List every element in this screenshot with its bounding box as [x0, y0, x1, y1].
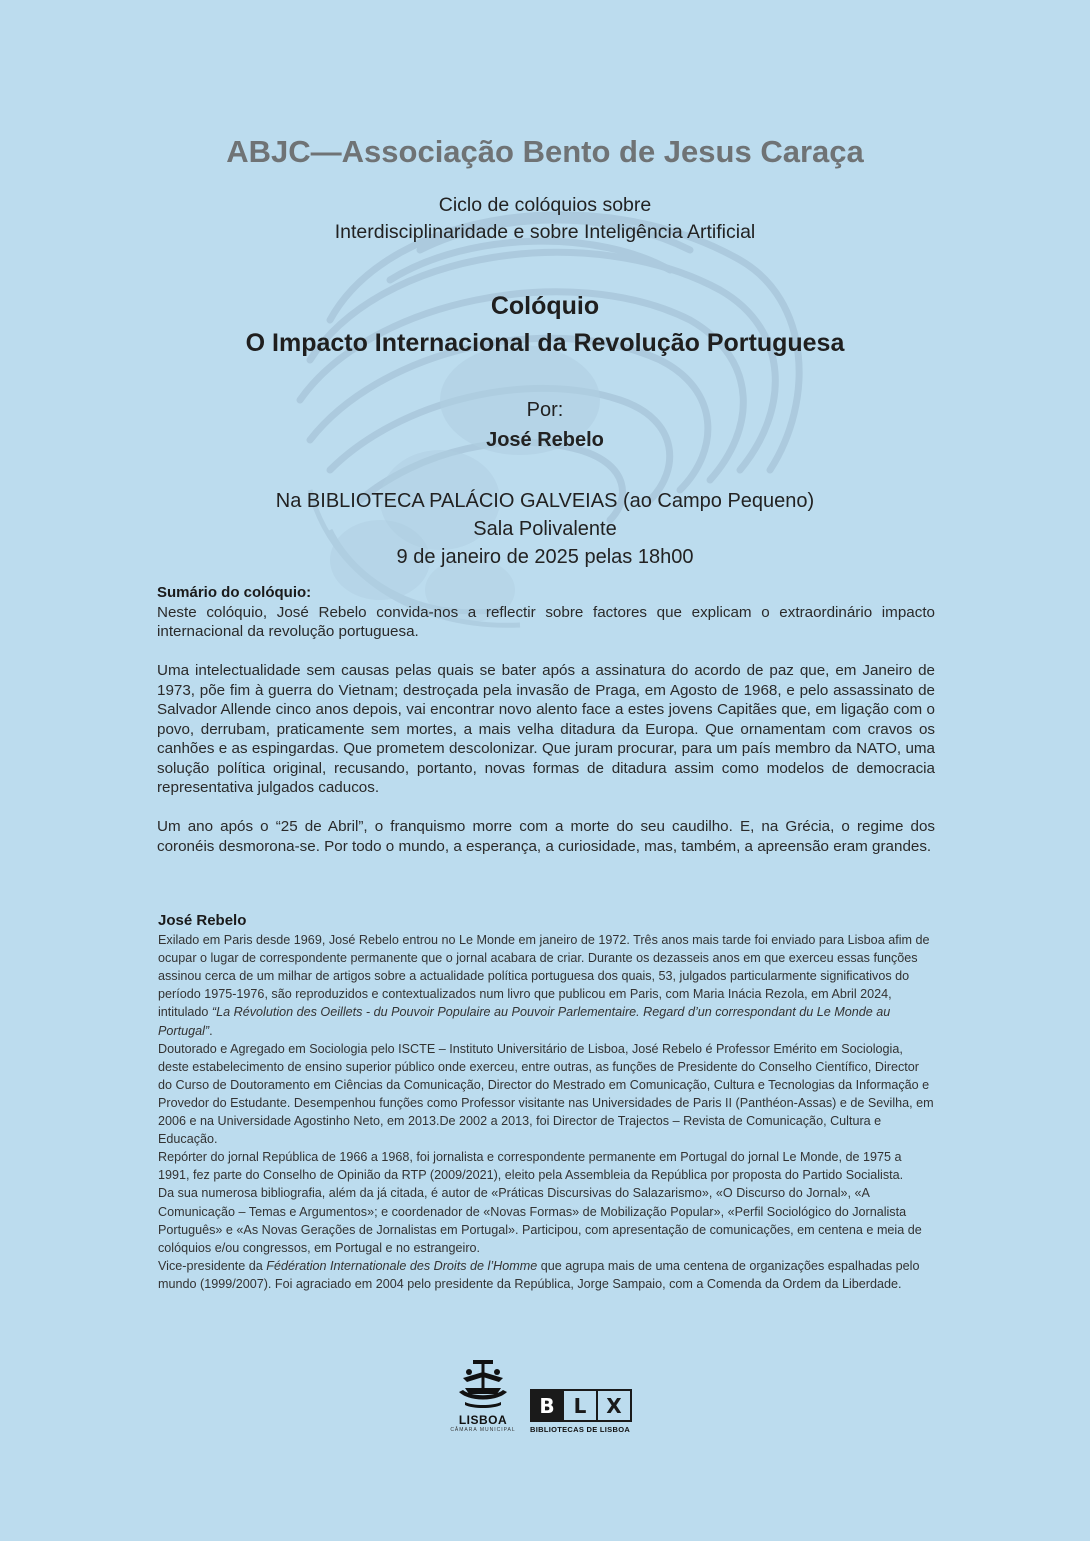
- speaker-block: [0, 395, 1090, 455]
- blx-letters: [530, 1389, 634, 1422]
- venue-block: [0, 487, 1090, 571]
- organization-name: Fédération Internationale des Droits de l’Homme: [266, 1258, 538, 1273]
- bio-paragraph-1: Exilado em Paris desde 1969, José Rebelo entrou no Le Monde em janeiro de 1972. Três anos mais tarde foi enviado para Lisboa afim de ocupar o lugar de correspondente permanente que o jornal acabara de criar. Durante os dezasseis anos em que exerceu essas funções assinou cerca de um milhar de artigos sobre a actualidade política portuguesa dos quais, 53, julgados particularmente significativos do período 1975-1976, são reproduzidos e contextualizados num livro que publicou em Paris, com Maria Inácia Rezola, em Abril 2024, intitulado “La Révolution des Oeillets - du Pouvoir Populaire au Pouvoir Parlementaire. Regard d’un correspondant du Le Monde au Portugal”.: [158, 933, 930, 1038]
- venue-room: Sala Polivalente: [473, 518, 617, 540]
- summary-paragraph-3: Um ano após o “25 de Abril”, o franquismo morre com a morte do seu caudilho. E, na Grécia, o regime dos coronéis desmorona-se. Por todo o mundo, a esperança, a curiosidade, mas, também, a apreensão eram grandes.: [157, 818, 935, 855]
- ship-crest-icon: [455, 1358, 511, 1410]
- summary-section: [157, 583, 935, 876]
- summary-heading: Sumário do colóquio:: [157, 584, 312, 601]
- lisboa-name: LISBOA: [458, 1413, 508, 1427]
- cycle-line-1: Ciclo de colóquios sobre: [438, 194, 652, 216]
- book-title: “La Révolution des Oeillets - du Pouvoir Populaire au Pouvoir Parlementaire. Regard d’un correspondant du Le Monde au Portugal”: [158, 1005, 891, 1038]
- by-label: Por:: [526, 399, 564, 421]
- blx-letter-b: B: [530, 1389, 564, 1422]
- summary-paragraph-1: Neste colóquio, José Rebelo convida-nos a reflectir sobre factores que explicam o extraordinário impacto internacional da revolução portuguesa.: [157, 603, 935, 640]
- venue-name: Na BIBLIOTECA PALÁCIO GALVEIAS (ao Campo Pequeno): [275, 490, 815, 512]
- logos-footer: [450, 1358, 650, 1448]
- event-type: Colóquio: [490, 292, 600, 320]
- lisboa-logo: [450, 1358, 516, 1442]
- bio-paragraph-4: Da sua numerosa bibliografia, além da já citada, é autor de «Práticas Discursivas do Salazarismo», «O Discurso do Jornal», «A Comunicação – Temas e Argumentos»; e coordenador de «Novas Formas» de Mobilização Popular», «Perfil Sociológico do Jornalista Português» e «As Novas Gerações de Jornalistas em Portugal». Participou, com apresentação de comunicações, em centena e meia de colóquios e/ou congressos, em Portugal e no estrangeiro.: [158, 1186, 922, 1255]
- organization-title: ABJC—Associação Bento de Jesus Caraça: [226, 134, 864, 169]
- cycle-subtitle: [0, 192, 1090, 246]
- event-heading: [0, 288, 1090, 362]
- bio-paragraph-2: Doutorado e Agregado em Sociologia pelo ISCTE – Instituto Universitário de Lisboa, José Rebelo é Professor Emérito em Sociologia, deste estabelecimento de ensino superior público onde exerceu, entre outras, as funções de Presidente do Conselho Científico, Director do Curso de Doutoramento em Ciências da Comunicação, Director do Mestrado em Comunicação, Cultura e Tecnologias da Informação e Provedor do Estudante. Desempenhou funções como Professor visitante nas Universidades de Paris II (Panthéon-Assas) e de Sevilha, em 2006 e na Universidade Agostinho Neto, em 2013.De 2002 a 2013, foi Director de Trajectos – Revista de Comunicação, Cultura e Educação.: [158, 1041, 934, 1147]
- event-title: O Impacto Internacional da Revolução Portuguesa: [245, 329, 845, 357]
- blx-letter-l: L: [564, 1389, 598, 1422]
- cycle-line-2: Interdisciplinaridade e sobre Inteligência Artificial: [334, 221, 756, 243]
- blx-logo: [530, 1389, 634, 1434]
- bio-paragraph-3: Repórter do jornal República de 1966 a 1968, foi jornalista e correspondente permanente em Portugal do jornal Le Monde, de 1975 a 1991, fez parte do Conselho de Opinião da RTP (2009/2021), eleito pela Assembleia da República por proposta do Partido Socialista.: [158, 1150, 904, 1183]
- blx-subtitle: BIBLIOTECAS DE LISBOA: [530, 1425, 631, 1434]
- bio-paragraph-5: Vice-presidente da Fédération Internationale des Droits de l’Homme que agrupa mais de uma centena de organizações espalhadas pelo mundo (1999/2007). Foi agraciado em 2004 pelo presidente da República, Jorge Sampaio, com a Comenda da Ordem da Liberdade.: [158, 1258, 920, 1291]
- speaker-name: José Rebelo: [486, 429, 604, 451]
- bio-heading: José Rebelo: [158, 912, 247, 929]
- lisboa-subtitle: CÂMARA MUNICIPAL: [450, 1427, 516, 1433]
- bio-section: [158, 912, 935, 1293]
- event-datetime: 9 de janeiro de 2025 pelas 18h00: [396, 546, 694, 568]
- summary-paragraph-2: Uma intelectualidade sem causas pelas quais se bater após a assinatura do acordo de paz que, em Janeiro de 1973, põe fim à guerra do Vietnam; destroçada pela invasão de Praga, em Agosto de 1968, e pelo assassinato de Salvador Allende cinco anos depois, vai encontrar novo alento face a estes jovens Capitães que, em ligação com o povo, derrubam, praticamente sem mortes, a mais velha ditadura da Europa. Que ornamentam com cravos os canhões e as espingardas. Que prometem descolonizar. Que juram procurar, para um país membro da NATO, uma solução política original, recusando, portanto, novas formas de ditadura assim como modelos de democracia representativa julgados caducos.: [157, 662, 935, 796]
- blx-letter-x: X: [598, 1389, 632, 1422]
